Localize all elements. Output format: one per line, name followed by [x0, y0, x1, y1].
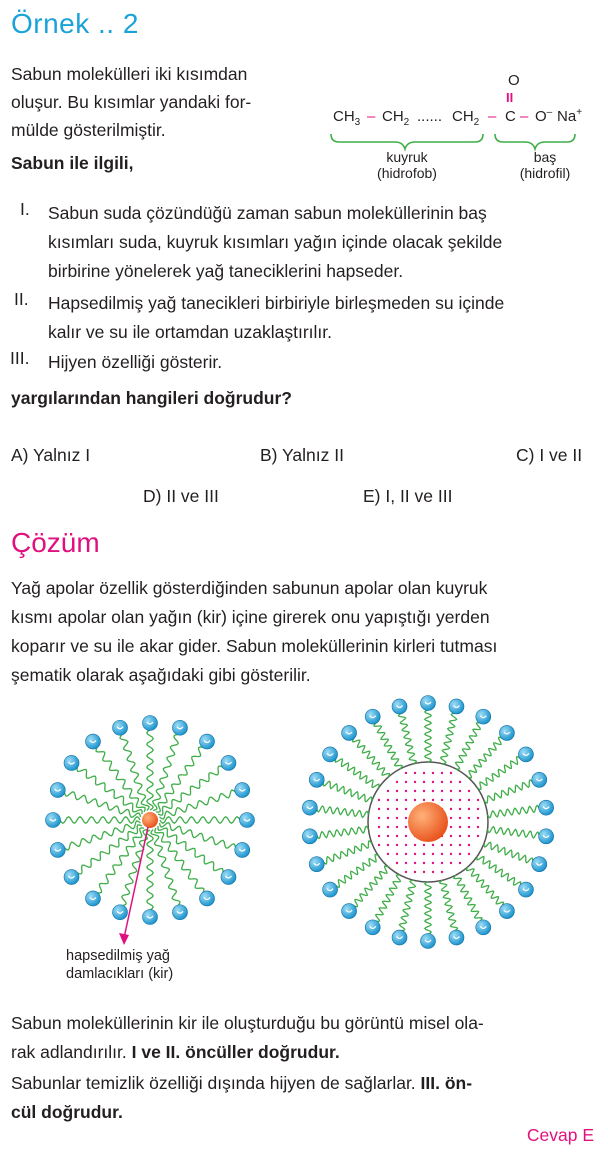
statement-line: kalır ve su ile ortamdan uzaklaştırılır. [48, 322, 332, 342]
oil-dot [459, 781, 461, 783]
hydrophobic-tail [97, 828, 144, 893]
formula-c: C [505, 108, 516, 125]
oil-dot [396, 781, 398, 783]
oil-dot [387, 817, 389, 819]
oil-dot [441, 862, 443, 864]
oil-dot [423, 844, 425, 846]
hydrophobic-tail [160, 790, 236, 819]
hydrophilic-head [240, 813, 255, 828]
statement-line: birbirine yönelerek yağ taneciklerini hapseder. [48, 261, 404, 281]
oil-dot [423, 853, 425, 855]
hydrophilic-head [302, 829, 317, 844]
head-sublabel: (hidrofil) [519, 165, 571, 181]
solution-line: kısmı apolar olan yağın (kir) içine girerek onu yapıştığı yerden [11, 607, 490, 627]
hydrophobic-tail [147, 830, 153, 910]
oil-dot [378, 808, 380, 810]
oil-dot [450, 853, 452, 855]
hydrophilic-head [539, 829, 554, 844]
oil-dot [441, 799, 443, 801]
head-label: baş [533, 149, 557, 165]
hydrophobic-tail [468, 737, 503, 778]
oil-dot [432, 862, 434, 864]
oil-dot [459, 799, 461, 801]
hydrophobic-tail [317, 806, 369, 817]
hydrophobic-tail [484, 780, 533, 803]
statement-line: Sabun suda çözündüğü zaman sabun moleküllerinin baş [48, 203, 487, 223]
hydrophobic-tail [158, 766, 223, 815]
hydrophobic-tail [77, 767, 142, 814]
hydrophilic-head [85, 891, 100, 906]
hydrophobic-tail [477, 757, 520, 790]
oil-dot [423, 790, 425, 792]
oil-dot [396, 862, 398, 864]
hydrophilic-head [532, 857, 547, 872]
formula-double-bond: II [506, 90, 514, 105]
oil-dot [396, 844, 398, 846]
hydrophobic-tail [151, 830, 180, 906]
hydrophilic-head [421, 934, 436, 949]
hydrophilic-head [143, 910, 158, 925]
diagram-label-line: damlacıkları (kir) [66, 966, 174, 982]
oil-dot [459, 817, 461, 819]
label-arrow-head [119, 933, 129, 945]
oil-dot [378, 826, 380, 828]
hydrophilic-head [421, 696, 436, 711]
oil-dot [477, 835, 479, 837]
hydrophilic-head [342, 904, 357, 919]
oil-dot [459, 808, 461, 810]
oil-dot [450, 835, 452, 837]
oil-dot [396, 808, 398, 810]
oil-dot [378, 844, 380, 846]
oil-dot [414, 862, 416, 864]
hydrophilic-head [476, 709, 491, 724]
formula-dash: – [367, 108, 376, 125]
hydrophobic-tail [399, 713, 417, 763]
statement-number: II. [14, 289, 29, 309]
oil-dot [414, 853, 416, 855]
oil-dot [405, 808, 407, 810]
statement-line: Hijyen özelliği gösterir. [48, 352, 223, 372]
hydrophilic-head [64, 755, 79, 770]
oil-dot [468, 826, 470, 828]
solution-line: Yağ apolar özellik gösterdiğinden sabunun apolar olan kuyruk [11, 578, 488, 598]
oil-dot [396, 790, 398, 792]
oil-dot [432, 853, 434, 855]
hydrophilic-head [532, 772, 547, 787]
oil-dot [396, 826, 398, 828]
formula-dash: – [488, 108, 497, 125]
oil-dot [477, 799, 479, 801]
oil-dot [450, 799, 452, 801]
intro-line: Sabun molekülleri iki kısımdan [11, 64, 248, 84]
formula-o-minus: O– [535, 107, 553, 125]
oil-dot [441, 853, 443, 855]
hydrophobic-tail [425, 710, 431, 762]
oil-dot [477, 826, 479, 828]
option-b[interactable]: B) Yalnız II [260, 445, 344, 465]
hydrophilic-head [302, 800, 317, 815]
hydrophilic-head [309, 772, 324, 787]
oil-dot [405, 862, 407, 864]
oil-dot [468, 790, 470, 792]
conclusion-line: Sabun moleküllerinin kir ile oluşturduğu bu görüntü misel ola- [11, 1013, 484, 1033]
hydrophobic-tail [120, 734, 149, 810]
hydrophobic-tail [376, 875, 401, 922]
formula-dots: ...... [417, 108, 443, 125]
hydrophilic-head [309, 857, 324, 872]
oil-dot [459, 835, 461, 837]
hydrophilic-head [46, 813, 61, 828]
oil-dot [468, 835, 470, 837]
hydrophilic-head [539, 800, 554, 815]
hydrophilic-head [518, 747, 533, 762]
oil-dot [396, 799, 398, 801]
hydrophilic-head [449, 930, 464, 945]
hydrophilic-head [50, 783, 65, 798]
solution-title: Çözüm [11, 527, 100, 558]
oil-dot [405, 799, 407, 801]
oil-dot [378, 799, 380, 801]
oil-dot [387, 799, 389, 801]
oil-dot [459, 844, 461, 846]
option-c[interactable]: C) I ve II [516, 445, 583, 465]
hydrophilic-head [113, 905, 128, 920]
oil-dot [405, 853, 407, 855]
formula-ch2-last: $CH_2$ [452, 108, 480, 128]
oil-dot [450, 826, 452, 828]
hydrophilic-head [85, 734, 100, 749]
option-e[interactable]: E) I, II ve III [363, 486, 453, 506]
oil-dot [441, 772, 443, 774]
hydrophobic-tail [488, 827, 540, 838]
solution-paragraph [11, 574, 596, 690]
hydrophilic-head [392, 699, 407, 714]
hydrophilic-head [221, 870, 236, 885]
oil-dot [423, 772, 425, 774]
oil-dot [396, 817, 398, 819]
hydrophilic-head [518, 882, 533, 897]
hydrophobic-tail [456, 723, 481, 770]
hydrophilic-head [113, 720, 128, 735]
conclusion-1 [11, 1009, 596, 1067]
hydrophilic-head [200, 891, 215, 906]
hydrophilic-head [392, 930, 407, 945]
formula-na: Na+ [557, 107, 583, 125]
oil-dot [459, 862, 461, 864]
oil-dot [405, 844, 407, 846]
oil-dot [450, 862, 452, 864]
statement-2 [48, 289, 598, 347]
statement-number: I. [20, 199, 30, 219]
hydrophobic-tail [399, 880, 415, 930]
oil-dot [405, 790, 407, 792]
hydrophilic-head [143, 716, 158, 731]
hydrophilic-head [476, 920, 491, 935]
hydrophilic-head [365, 709, 380, 724]
oil-dot [432, 799, 434, 801]
hydrophilic-head [342, 725, 357, 740]
oil-dot [459, 826, 461, 828]
oil-dot [414, 799, 416, 801]
formula-o-top: O [508, 72, 520, 89]
hydrophobic-tail [425, 882, 431, 934]
oil-dot [414, 844, 416, 846]
intro-line: mülde gösterilmiştir. [11, 120, 166, 140]
hydrophilic-head [64, 870, 79, 885]
hydrophilic-head [323, 882, 338, 897]
hydrophobic-tail [158, 826, 223, 873]
oil-dot [414, 781, 416, 783]
oil-dot [405, 817, 407, 819]
statement-number: III. [10, 348, 30, 368]
hydrophobic-tail [160, 817, 240, 823]
oil-dot [432, 781, 434, 783]
option-a[interactable]: A) Yalnız I [11, 445, 91, 465]
hydrophilic-head [499, 904, 514, 919]
hydrophobic-tail [336, 855, 379, 888]
hydrophobic-tail [96, 747, 145, 812]
oil-dot [441, 781, 443, 783]
oil-dot [378, 835, 380, 837]
answer: Cevap E [526, 1125, 594, 1145]
oil-dot [450, 790, 452, 792]
oil-dot [450, 817, 452, 819]
hydrophobic-tail [467, 867, 504, 906]
hydrophobic-tail [77, 825, 142, 874]
tail-brace [331, 134, 483, 149]
oil-dot [405, 772, 407, 774]
oil-particle [408, 802, 448, 842]
conclusion-line: cül doğrudur. [11, 1102, 123, 1122]
oil-dot [441, 871, 443, 873]
oil-dot [468, 844, 470, 846]
oil-dot [441, 790, 443, 792]
question-lead: Sabun ile ilgili, [11, 153, 134, 173]
oil-dot [387, 790, 389, 792]
oil-dot [414, 772, 416, 774]
soap-formula [325, 66, 605, 181]
example-title: Örnek .. 2 [11, 8, 139, 39]
oil-dot [414, 790, 416, 792]
hydrophilic-head [449, 699, 464, 714]
diagram-label-line: hapsedilmiş yağ [66, 948, 170, 964]
hydrophobic-tail [440, 880, 458, 930]
oil-dot [414, 871, 416, 873]
statement-line: kısımları suda, kuyruk kısımları yağın içinde olacak şekilde [48, 232, 503, 252]
statement-3 [48, 348, 598, 377]
hydrophilic-head [235, 783, 250, 798]
hydrophilic-head [221, 755, 236, 770]
oil-dot [423, 799, 425, 801]
oil-dot [468, 808, 470, 810]
oil-dot [459, 790, 461, 792]
oil-dot [405, 871, 407, 873]
head-brace [495, 134, 575, 149]
hydrophilic-head [200, 734, 215, 749]
hydrophobic-tail [317, 826, 369, 838]
diagram-label [66, 947, 173, 983]
hydrophilic-head [172, 720, 187, 735]
oil-dot [423, 781, 425, 783]
statement-line: Hapsedilmiş yağ tanecikleri birbiriyle birleşmeden su içinde [48, 293, 505, 313]
oil-dot [450, 808, 452, 810]
hydrophilic-head [172, 905, 187, 920]
intro-line: oluşur. Bu kısımlar yandaki for- [11, 92, 252, 112]
hydrophilic-head [50, 842, 65, 857]
hydrophilic-head [499, 725, 514, 740]
oil-dot [468, 799, 470, 801]
oil-dot [387, 844, 389, 846]
oil-dot [396, 835, 398, 837]
oil-dot [441, 844, 443, 846]
oil-dot [477, 808, 479, 810]
hydrophobic-tail [122, 830, 148, 906]
oil-dot [423, 871, 425, 873]
hydrophobic-tail [156, 747, 203, 812]
hydrophobic-tail [155, 828, 204, 893]
oil-dot [450, 844, 452, 846]
hydrophilic-head [323, 747, 338, 762]
hydrophobic-tail [153, 734, 179, 810]
oil-dot [432, 871, 434, 873]
oil-dot [432, 790, 434, 792]
hydrophobic-tail [323, 841, 372, 864]
hydrophilic-head [235, 842, 250, 857]
oil-dot [387, 853, 389, 855]
conclusion-line: rak adlandırılır. I ve II. öncüller doğrudur. [11, 1042, 340, 1062]
hydrophobic-tail [441, 713, 457, 763]
hydrophobic-tail [64, 821, 140, 850]
oil-dot [405, 826, 407, 828]
hydrophobic-tail [323, 781, 372, 801]
oil-dot [387, 808, 389, 810]
oil-dot [468, 853, 470, 855]
oil-dot [396, 853, 398, 855]
oil-dot [459, 853, 461, 855]
hydrophobic-tail [160, 823, 236, 849]
hydrophilic-head [365, 920, 380, 935]
solution-line: şematik olarak aşağıdaki gibi gösterilir. [11, 665, 311, 685]
formula-dash: – [520, 108, 529, 125]
oil-dot [450, 772, 452, 774]
option-d[interactable]: D) II ve III [143, 486, 219, 506]
hydrophobic-tail [60, 817, 140, 823]
oil-dot [432, 772, 434, 774]
conclusion-2 [11, 1069, 596, 1127]
formula-ch2-first: $CH_2$ [382, 108, 410, 128]
small-micelle [46, 716, 255, 925]
tail-sublabel: (hidrofob) [377, 165, 437, 181]
question-text: yargılarından hangileri doğrudur? [11, 388, 292, 408]
hydrophobic-tail [354, 866, 389, 907]
hydrophobic-tail [488, 806, 540, 818]
tail-label: kuyruk [386, 149, 428, 165]
oil-dot [405, 835, 407, 837]
oil-dot [468, 817, 470, 819]
oil-dot [477, 817, 479, 819]
oil-dot [423, 862, 425, 864]
hydrophobic-tail [353, 738, 390, 777]
oil-dot [405, 781, 407, 783]
statement-1 [48, 199, 598, 286]
intro-paragraph [11, 60, 311, 144]
oil-dot [450, 781, 452, 783]
oil-dot [387, 826, 389, 828]
oil-particle [142, 812, 158, 828]
oil-dot [387, 835, 389, 837]
solution-line: koparır ve su ile akar gider. Sabun moleküllerinin kirleri tutması [11, 636, 498, 656]
hydrophobic-tail [147, 730, 153, 810]
conclusion-line: Sabunlar temizlik özelliği dışında hijyen de sağlarlar. III. ön- [11, 1073, 473, 1093]
oil-dot [432, 844, 434, 846]
large-micelle [302, 696, 553, 949]
formula-ch3: $CH_3$ [333, 108, 361, 128]
oil-dot [378, 817, 380, 819]
hydrophobic-tail [64, 792, 140, 818]
hydrophobic-tail [484, 842, 533, 862]
